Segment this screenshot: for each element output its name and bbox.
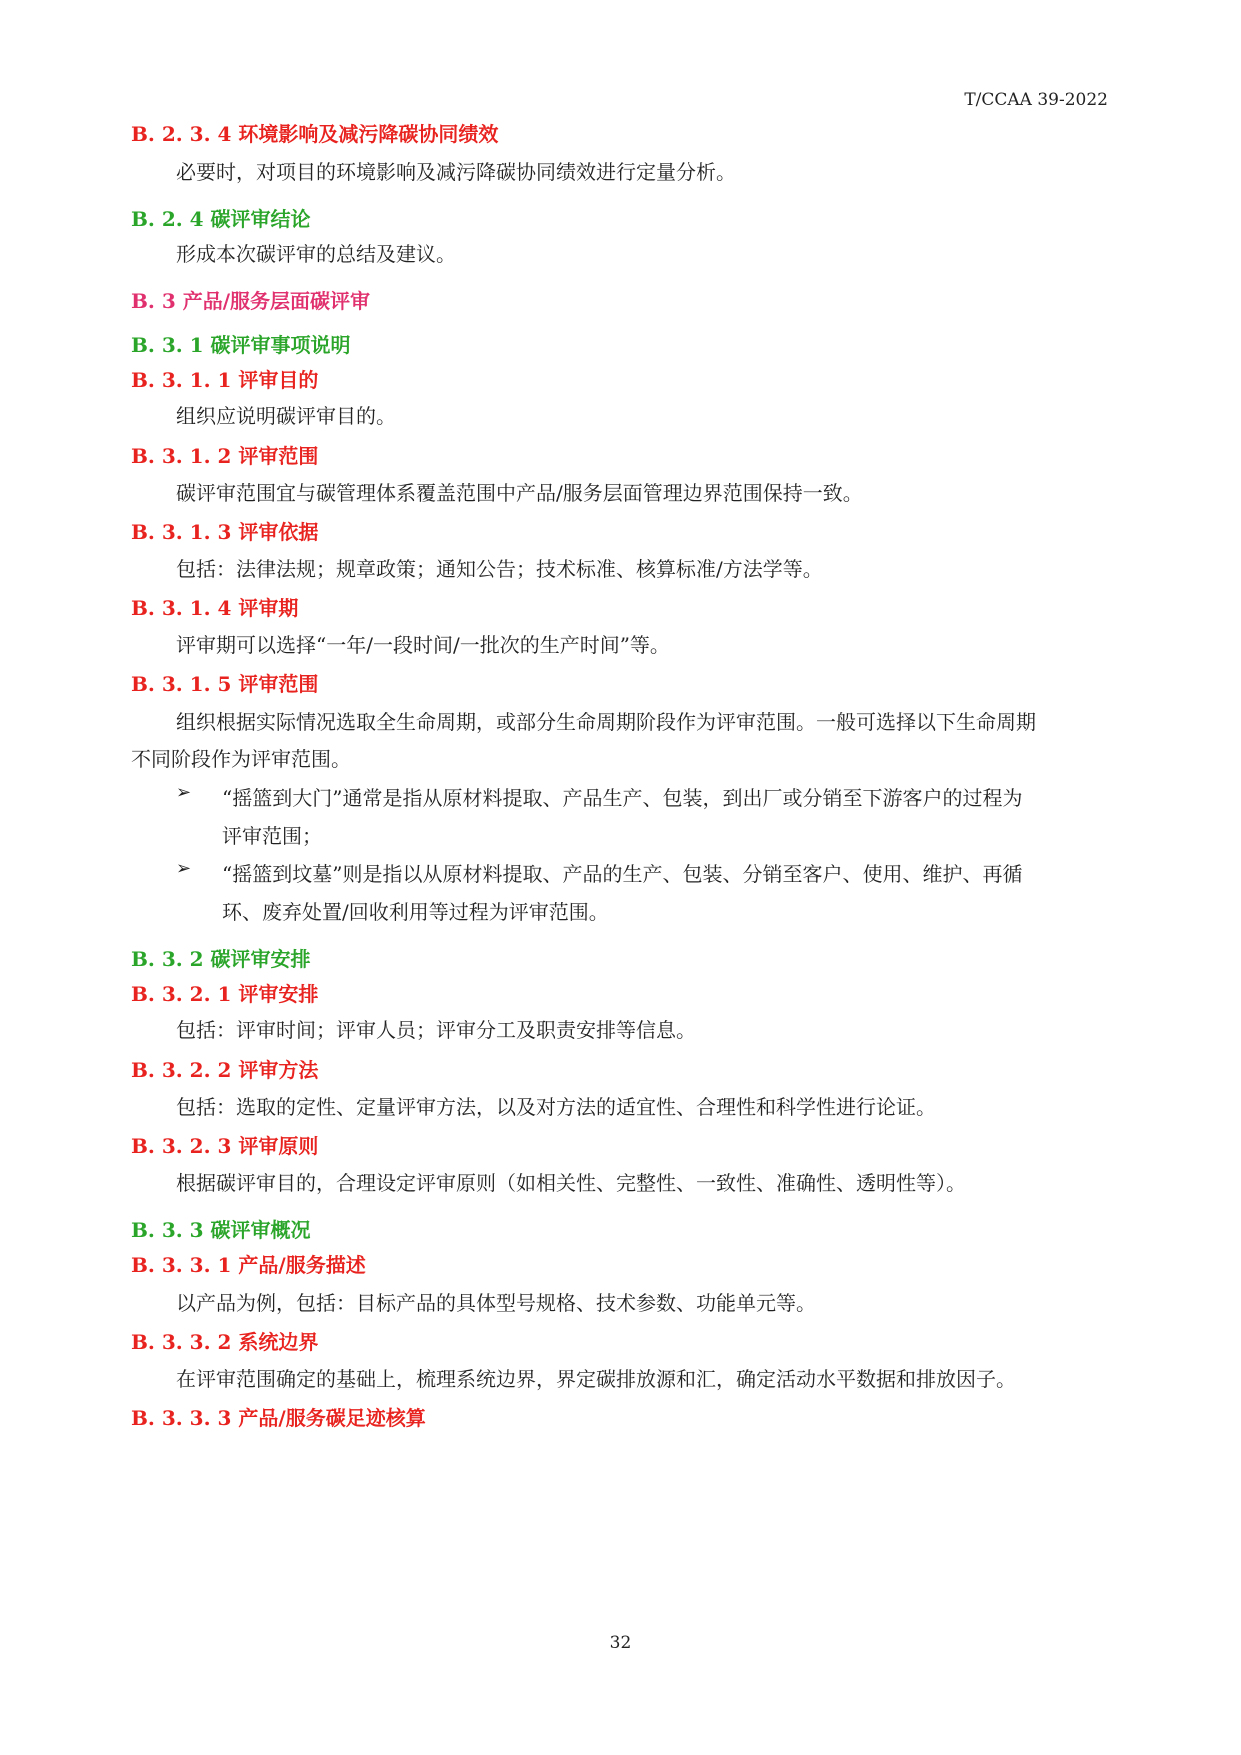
bullet-item-1-line2: 评审范围；: [222, 824, 322, 848]
paragraph-b-3-1-5-line2: 不同阶段作为评审范围。: [131, 747, 351, 771]
heading-b-3-1-5: B. 3. 1. 5 评审范围: [131, 672, 319, 696]
paragraph-b-3-3-1: 以产品为例，包括：目标产品的具体型号规格、技术参数、功能单元等。: [176, 1291, 816, 1315]
heading-b-3-2-2: B. 3. 2. 2 评审方法: [131, 1058, 319, 1082]
heading-b-3-2-1: B. 3. 2. 1 评审安排: [131, 982, 319, 1006]
paragraph-b-3-1-1: 组织应说明碳评审目的。: [176, 404, 396, 428]
page-number: 32: [609, 1633, 632, 1653]
heading-b-3-1-3: B. 3. 1. 3 评审依据: [131, 520, 319, 544]
paragraph-b-3-2-2: 包括：选取的定性、定量评审方法，以及对方法的适宜性、合理性和科学性进行论证。: [176, 1095, 936, 1119]
document-code: T/CCAA 39-2022: [964, 90, 1108, 110]
heading-b-2-4: B. 2. 4 碳评审结论: [131, 207, 311, 231]
paragraph-b-3-1-4: 评审期可以选择“一年/一段时间/一批次的生产时间”等。: [176, 633, 670, 657]
bullet-item-2-line1: “摇篮到坟墓”则是指以从原材料提取、产品的生产、包装、分销至客户、使用、维护、再循: [222, 862, 1023, 886]
heading-b-3-3-1: B. 3. 3. 1 产品/服务描述: [131, 1253, 366, 1277]
heading-b-2-3-4: B. 2. 3. 4 环境影响及减污降碳协同绩效: [131, 122, 499, 146]
paragraph-b-3-2-1: 包括：评审时间；评审人员；评审分工及职责安排等信息。: [176, 1018, 696, 1042]
heading-b-3-2-3: B. 3. 2. 3 评审原则: [131, 1134, 319, 1158]
paragraph-b-2-3-4: 必要时，对项目的环境影响及减污降碳协同绩效进行定量分析。: [176, 160, 736, 184]
paragraph-b-2-4: 形成本次碳评审的总结及建议。: [176, 242, 456, 266]
bullet-arrow-icon: ➢: [176, 858, 192, 879]
heading-b-3-3-2: B. 3. 3. 2 系统边界: [131, 1330, 319, 1354]
heading-b-3-1: B. 3. 1 碳评审事项说明: [131, 333, 351, 357]
paragraph-b-3-1-2: 碳评审范围宜与碳管理体系覆盖范围中产品/服务层面管理边界范围保持一致。: [176, 481, 863, 505]
bullet-arrow-icon: ➢: [176, 782, 192, 803]
heading-b-3-3: B. 3. 3 碳评审概况: [131, 1218, 311, 1242]
heading-b-3: B. 3 产品/服务层面碳评审: [131, 289, 371, 313]
paragraph-b-3-2-3: 根据碳评审目的，合理设定评审原则（如相关性、完整性、一致性、准确性、透明性等）。: [176, 1171, 966, 1195]
bullet-item-1-line1: “摇篮到大门”通常是指从原材料提取、产品生产、包装，到出厂或分销至下游客户的过程为: [222, 786, 1023, 810]
bullet-item-2-line2: 环、废弃处置/回收利用等过程为评审范围。: [222, 900, 609, 924]
paragraph-b-3-3-2: 在评审范围确定的基础上，梳理系统边界，界定碳排放源和汇，确定活动水平数据和排放因子。: [176, 1367, 1016, 1391]
heading-b-3-2: B. 3. 2 碳评审安排: [131, 947, 311, 971]
paragraph-b-3-1-3: 包括：法律法规；规章政策；通知公告；技术标准、核算标准/方法学等。: [176, 557, 823, 581]
heading-b-3-1-1: B. 3. 1. 1 评审目的: [131, 368, 319, 392]
heading-b-3-3-3: B. 3. 3. 3 产品/服务碳足迹核算: [131, 1406, 426, 1430]
heading-b-3-1-4: B. 3. 1. 4 评审期: [131, 596, 299, 620]
heading-b-3-1-2: B. 3. 1. 2 评审范围: [131, 444, 319, 468]
paragraph-b-3-1-5-line1: 组织根据实际情况选取全生命周期，或部分生命周期阶段作为评审范围。一般可选择以下生命周期: [176, 710, 1036, 734]
